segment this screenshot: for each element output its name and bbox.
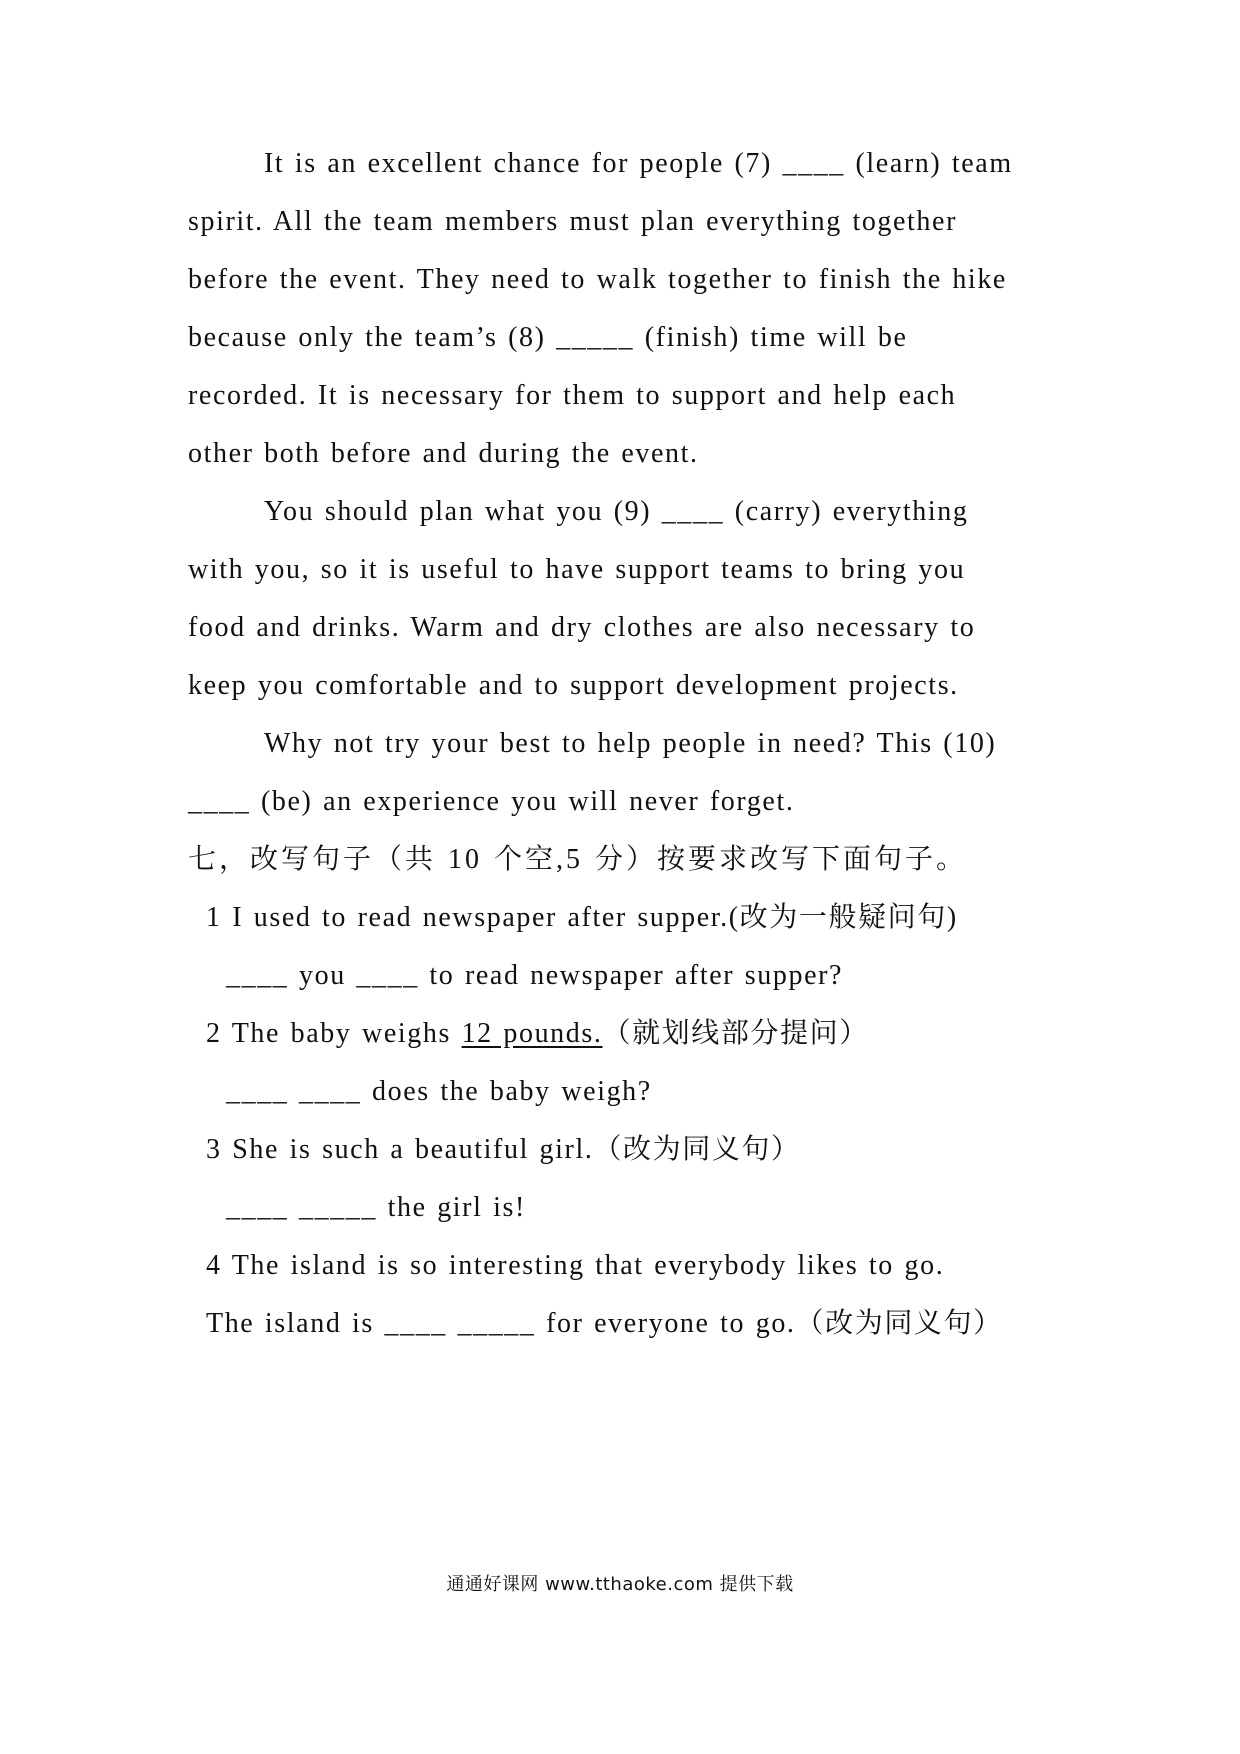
passage-line-7: You should plan what you (9) ____ (carry) everything [264,496,969,527]
question-2-prompt [206,1017,869,1051]
question-4-prompt: 4 The island is so interesting that everybody likes to go. [206,1250,945,1281]
question-2-underlined-phrase: 12 pounds. [461,1018,603,1049]
passage-line-8: with you, so it is useful to have support teams to bring you [188,554,966,585]
question-3-prompt: 3 She is such a beautiful girl.（改为同义句） [206,1134,801,1165]
passage-line-12: ____ (be) an experience you will never forget. [188,786,795,817]
passage-line-6: other both before and during the event. [188,438,699,469]
question-2-prompt-instruction: （就划线部分提问） [602,1018,869,1049]
passage-line-10: keep you comfortable and to support development projects. [188,670,959,701]
question-1-answer: ____ you ____ to read newspaper after supper? [226,960,844,991]
passage-line-5: recorded. It is necessary for them to support and help each [188,380,957,411]
question-3-answer: ____ _____ the girl is! [226,1192,526,1223]
question-2-prompt-before: 2 The baby weighs [206,1018,462,1049]
page-footer: 通通好课网 www.tthaoke.com 提供下载 [446,1574,794,1595]
passage-line-1: It is an excellent chance for people (7) ____ (learn) team [264,148,1013,179]
passage-line-4: because only the team’s (8) _____ (finish) time will be [188,322,908,353]
question-4-answer: The island is ____ _____ for everyone to go.（改为同义句） [206,1308,1003,1339]
question-2-answer: ____ ____ does the baby weigh? [226,1076,652,1107]
section-7-title: 七，改写句子（共 10 个空,5 分）按要求改写下面句子。 [188,844,968,875]
passage-line-11: Why not try your best to help people in need? This (10) [264,728,997,759]
passage-line-2: spirit. All the team members must plan everything together [188,206,957,237]
passage-line-3: before the event. They need to walk together to finish the hike [188,264,1007,295]
question-1-prompt: 1 I used to read newspaper after supper.(改为一般疑问句) [206,902,958,933]
passage-line-9: food and drinks. Warm and dry clothes are also necessary to [188,612,976,643]
